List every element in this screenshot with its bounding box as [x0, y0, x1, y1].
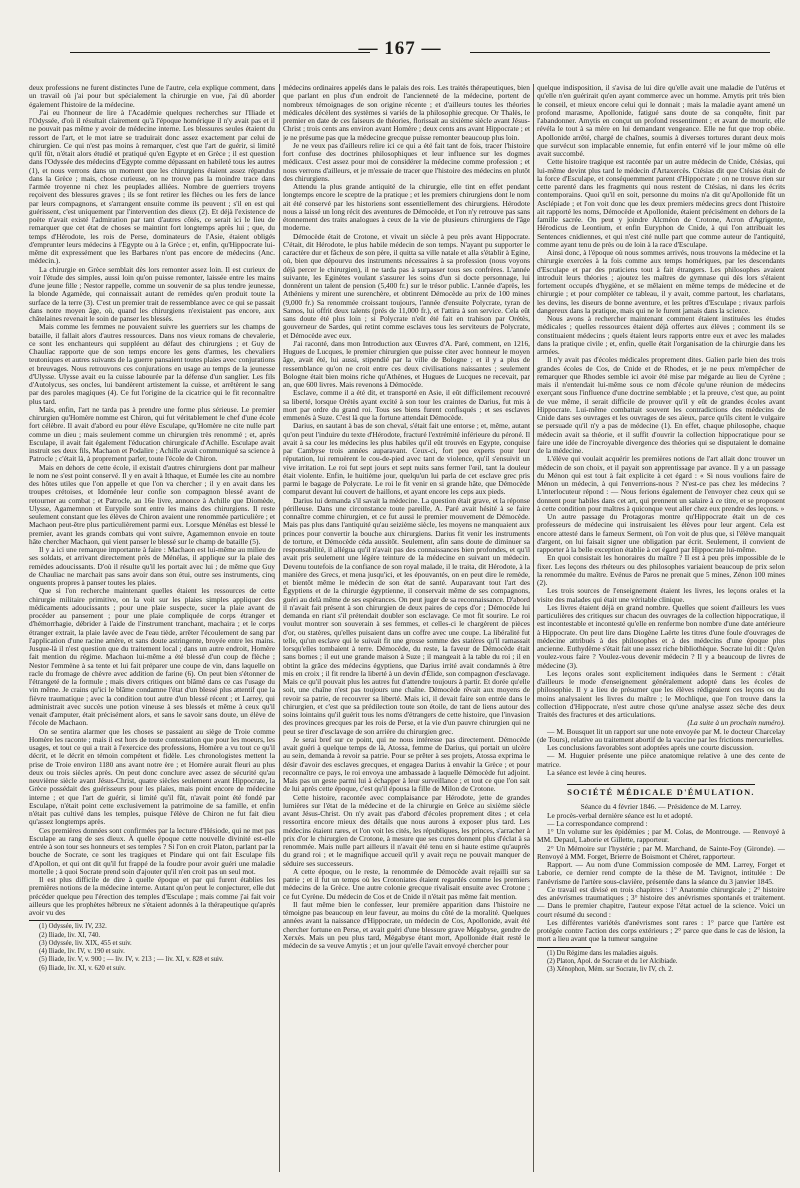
page-number: — 167 — [358, 38, 442, 59]
paragraph: La séance est levée à cinq heures. [547, 767, 647, 777]
paragraph: J'ai eu l'honneur de lire à l'Académie quelques recherches sur l'Iliade et l'Odyssée, d'où il résultait clairement qu'à l'époque homérique il n'y avait pas et il ne pouvait pas même y avoir de médecine interne. Les blessures seules étaient du ressort de l'art, et le mot iatre se traduirait donc assez exactement par celui de chirurgien. Ce qui n'est pas moins à remarquer, c'est que l'art de guérir, si limité qu'il fût, n'était alors étudié et pratiqué qu'en Egypte et en Grèce ; il est question dans l'Odyssée des médecins d'Egypte comme dépassant en habileté tous les autres (1), et nous verrons dans un moment que les chirurgiens étaient assez répandus dans la Grèce ; mais, chose curieuse, on ne trouve pas la moindre trace dans l'armée troyenne ni chez les peuplades alliées. Nombre de guerriers troyens reçoivent des blessures graves ; ils se font retirer les flèches ou les fers de lance par leurs compagnons, et s'arrangent ensuite comme ils peuvent ; s'il en est qui guérissent, c'est uniquement par l'intervention des dieux (2). Et déjà l'existence de poète n'avait existé l'admiration par tant d'autres côtés, ce serait ici le lieu de remarquer que cet état de choses se maintint fort longtemps après lui ; que, du temps d'Hérodote, les rois de Perse, dominateurs de l'Asie, étaient obligés d'emprunter leurs médecins à l'Egypte ou à la Grèce ; et, enfin, qu'Hippocrate lui-même dit expressément que les Barbares n'ont pas encore de médecins (Anc. médecin.). [29, 107, 275, 266]
footnote: (2) Iliade, liv. XI, 740. [39, 931, 101, 939]
paragraph: quelque indisposition, il s'avisa de lui dire qu'elle avait une maladie de l'utérus et qu'elle n'en guérirait qu'en ayant commerce avec un homme. Amytis prit très bien le conseil, et mieux encore celui qui le donnait ; mais la maladie ayant amené un profond marasme, Apollonide, fatigué sans doute de sa conquête, finit par l'abandonner. Amytis en conçut un profond ressentiment ; et avant de mourir, elle révéla le tout à sa mère en lui demandant vengeance. Elle ne fut que trop obéie. Apollonide arrêté, chargé de chaînes, soumis à diverses tortures durant deux mois que survécut son implacable ennemie, fut enfin enterré vif le jour même où elle avait succombé. [537, 84, 785, 158]
paragraph: Les trois sources de l'enseignement étaient les livres, les leçons orales et la visite des malades qui était une véritable clinique. [537, 586, 785, 604]
paragraph: — M. Bousquet lit un rapport sur une note envoyée par M. le docteur Charcelay (de Tours), relative au traitement abortif de la vaccine par les frictions mercurielles. [537, 726, 785, 744]
paragraph: Rapport. — Au nom d'une Commission composée de MM. Larrey, Forget et Laborie, ce dernier rend compte de la thèse de M. Tavignot, intitulée : De l'anévrisme de l'artère sous-clavière, présentée dans la séance du 3 janvier 1845. [537, 860, 785, 886]
paragraph: 2° Un Mémoire sur l'hystérie ; par M. Marchand, de Sainte-Foy (Gironde). — Renvoyé à MM. Forget, Brierre de Boismont et Chéret, rapporteur. [537, 843, 785, 861]
paragraph: J'ai raconté, dans mon Introduction aux Œuvres d'A. Paré, comment, en 1216, Hugues de Lucques, le premier chirurgien que puisse citer avec honneur le moyen âge, avait été, lui aussi, stipendié par la ville de Bologne ; et il y a plus de ressemblance qu'on ne croit entre ces deux civilisations naissantes ; seulement Bologne était bien moins riche qu'Athènes, et Hugues de Lucques ne recevait, par an, que 600 livres. Mais revenons à Démocède. [283, 338, 530, 389]
paragraph: Darius, en sautant à bas de son cheval, s'était fait une entorse ; et, même, autant qu'on peut l'induire du texte d'Hérodote, fracturé l'extrémité inférieure du péroné. Il avait à sa cour les médecins les plus habiles qu'il eût trouvés en Egypte, conquise par Cambyse trois années auparavant. Ceux-ci, fort peu experts pour leur réputation, lui remuèrent le cou-de-pied avec tant de violence, qu'il s'ensuivit un vive irritation. Le roi fut sept jours et sept nuits sans fermer l'œil, tant la douleur était violente. Enfin, le huitième jour, quelqu'un lui parla de cet esclave grec pris parmi le bagage de Polycrate. Le roi le fit venir en si grande hâte, que Démocède comparut devant lui couvert de haillons, et ayant encore les ceps aux pieds. [283, 421, 530, 497]
footnote: (3) Xénophon, Mém. sur Socrate, liv IV, ch. 2. [547, 966, 674, 974]
paragraph: deux professions ne furent distinctes l'une de l'autre, cela explique comment, dans un travail où j'ai pour but spécialement la chirurgie en vue, j'ai dû aborder également l'histoire de la médecine. [29, 84, 275, 109]
paragraph: Il est plus difficile de dire à quelle époque et par qui furent établies les premières notions de la médecine interne. Autant qu'on peut le conjecturer, elle dut précéder quelque peu l'érection des temples d'Esculape ; mais comme j'ai fait voir ailleurs que les prophètes hébreux ne s'étaient adonnés à la thérapeutique qu'après avoir vu des [29, 875, 275, 917]
paragraph: Il y a ici une remarque importante à faire : Machaon est lui-même au milieu de ses soldats, et arrivant directement près de Ménélas, il applique sur la plaie des remèdes adoucissants. D'où il résulte qu'il les portait avec lui ; de même que Guy de Chauliac ne marchait pas sans avoir dans son étui, outre ses instruments, cinq onguents propres à panser toutes les plaies. [29, 545, 275, 587]
footnote: (4) Iliade, liv. IV, v. 190 et suiv. [39, 948, 125, 956]
paragraph: — La correspondance comprend : [547, 818, 648, 828]
paragraph: Démocède était de Crotone, et vivait un siècle à peu près avant Hippocrate. C'était, dit Hérodote, le plus habile médecin de son temps. N'ayant pu supporter le caractère dur et fâcheux de son père, il quitta sa ville natale et alla s'établir à Egine, où, bien que dépourvu des instruments nécessaires à sa profession (nous voyons déjà percer le chirurgien), il ne tarda pas à surpasser tous ses confrères. L'année suivante, les Eginètes voulant s'assurer les soins d'un si docte personnage, lui donnèrent un talent de pension (5,400 fr.) sur le trésor public. L'année d'après, les Athéniens y mirent une surenchère, et obtinrent Démocède au prix de 100 mines (9,000 fr.) Sa renommée croissant toujours, l'année d'ensuite Polycrate, tyran de Samos, lui offrit deux talents (prés de 11,000 fr.), et l'attira à son service. Cela eût sans doute été plus loin ; si Polycrate n'eût été fait en trahison par Orétès, gouverneur de Sardes, qui retint comme esclaves tous les serviteurs de Polycrate, et Démocède avec eux. [283, 231, 530, 340]
paragraph: Le procès-verbal dernière séance est lu et adopté. [547, 810, 693, 820]
column-right [537, 84, 785, 1174]
column-middle [283, 84, 530, 1174]
paragraph: Ce travail est divisé en trois chapitres : 1° Anatomie chirurgicale ; 2° histoire des anévrismes traumatiques ; 3° histoire des anévrismes spontanés et traitement. — Dans le premier chapitre, l'auteur expose l'état actuel de la science. Voici un court résumé du second : [537, 884, 785, 919]
paragraph: Cette histoire, racontée avec complaisance par Hérodote, jette de grandes lumières sur l'état de la médecine et de la chirurgie en Grèce au sixième siècle avant Jésus-Christ. On n'y avait pas d'abord d'écoles proprement dites ; et cela ressortira encore mieux des détails que nous aurons à exposer plus tard. Les médecins étaient rares, et l'on voit les cités, les républiques, les princes, s'arracher à prix d'or le chirurgien de Crotone, à mesure que ses cures donnent plus d'éclat à sa renommée. Mais nulle part ailleurs il n'avait été tenu en si haute estime qu'auprès du grand roi ; et le magnifique accueil qu'il y avait reçu ne pouvait manquer de séduire ses successeurs. [283, 792, 530, 868]
paragraph: Ces premières données sont confirmées par la lecture d'Hésiode, qui ne met pas Esculape au rang de ses dieux. À quelle époque cette nouvelle divinité est-elle entrée à son tour ses honneurs et ses temples ? Si l'on en croit Platon, parlant par la bouche de Socrate, ce sont les tragiques et Pindare qui ont fait Esculape fils d'Apollon, et qui ont dit qu'il fut frappé de la foudre pour avoir guéri une maladie mortelle ; à quoi Socrate prend soin d'ajouter qu'il n'en croit pas un seul mot. [29, 825, 275, 876]
paragraph: Les conclusions favorables sont adoptées après une courte discussion. [547, 743, 754, 752]
paragraph: Esclave, comme il a été dit, et transporté en Asie, il eût difficilement recouvré sa liberté, lorsque Orétès ayant excité à son tour les craintes de Darius, fut mis à mort par ordre du grand roi. Tous ses biens furent confisqués ; et ses esclaves emmenés à Suze. C'est là que la fortune attendait Démocède. [283, 388, 530, 422]
paragraph: En quoi consistait les honoraires du maître ? Il est à peu près impossible de le fixer. Les leçons des rhéteurs ou des philosophes variaient beaucoup de prix selon la renommée du maître. Evénus de Paros ne prenait que 5 mines, Zénon 100 mines (2). [537, 553, 785, 587]
paragraph: Les différentes variétés d'anévrismes sont rares : 1° parce que l'artère est protégée contre l'action des corps extérieurs ; 2° parce que dans le cas de lésion, la mort a lieu avant que la tumeur sanguine [537, 917, 785, 944]
paragraph: Les leçons orales sont explicitement indiquées dans le Serment : c'était d'ailleurs le mode d'enseignement généralement adopté dans les écoles de philosophie. Il y a lieu de présumer que les élèves rédigeaient ces leçons ou du moins analysaient les livres du maître ; le Mochlique, que l'on trouve dans la collection d'Hippocrate, n'est autre chose qu'une analyse assez sèche des deux Traités des fractures et des articulations. [537, 668, 785, 719]
paragraph: L'élève qui voulait acquérir les premières notions de l'art allait donc trouver un médecin de son choix, et il payait son apprentissage par avance. Il y a un passage du Ménon qui est tout à fait explicite à cet égard : « Si nous voulions faire de Ménon un médecin, à qui l'enverrions-nous ? N'est-ce pas chez les médecins ? L'interlocuteur répond : — Nous ferions également de l'envoyer chez ceux qui se donnent pour habiles dans cet art, qui prennent un salaire à ce titre, et se proposent à cette condition pour maîtres à quiconque veut aller chez eux prendre des leçons. » [537, 454, 785, 513]
column-divider [279, 84, 280, 1172]
page-header [18, 38, 782, 68]
section-rule [567, 784, 755, 785]
paragraph: Ainsi donc, à l'époque où nous sommes arrivés, nous trouvons la médecine et la chirurgie exercées à la fois comme aux temps homériques, par les descendants d'Esculape et par des praticiens tout à fait étrangers. Les philosophes avaient introduit leurs théories ; ajoutez les maîtres de gymnase qui dès lors s'étaient fortement occupés d'hygiène, et se mêlaient en même temps de médecine et de chirurgie ; et pour compléter ce tableau, il y avait, comme partout, les charlatans, les devins, les diseurs de bonne aventure, et les prêtres d'Esculape ; rivaux parfois dangereux dans la pratique, mais qui ne le furent jamais dans la science. [537, 248, 785, 315]
paragraph: Je ne veux pas d'ailleurs relire ici ce qui a été fait tant de fois, tracer l'histoire fort confuse des doctrines philosophiques et leur influence sur les dogmes médicaux. C'est assez pour moi de considérer la médecine comme profession ; et nous verrons d'ailleurs, et je m'essaie de tracer que l'histoire des médecins en plutôt des chirurgiens. [283, 140, 530, 183]
footnote: (6) Iliade, liv. XI, v. 620 et suiv. [39, 964, 126, 972]
session-heading: Séance du 4 février 1846. — Présidence de M. Larrey. [580, 802, 742, 812]
column-left [29, 84, 275, 1174]
paragraph: Il faut même bien le confesser, leur première apparition dans l'histoire ne témoigne pas beaucoup en leur faveur, au moins du côté de la moralité. Quelques années avant la naissance d'Hippocrate, un médecin de Cos, Apollonide, avait été chercher fortune en Perse, et avait guéri d'une blessure grave Mégabyse, gendre de Xerxès. Mais un peu plus tard, Mégabyse étant mort, Apollonide était resté le médecin de sa veuve Amytis ; et un jour qu'elle l'avait envoyé chercher pour [283, 899, 530, 950]
paragraph: Cette histoire tragique est racontée par un autre médecin de Cnide, Ctésias, qui lui-même devint plus tard le médecin d'Artaxercès. Ctésias dit que Ctésias était de la force d'Esculape, et conséquemment parent d'Hippocrate ; on ne trouve rien sur cette parenté dans les fragments qui nous restent de Ctésias, ni dans les écrits contemporains. Quoi qu'il en soit, personne du moins n'a dit qu'Apollonide fût un Asclépiade ; et l'on voit donc que les deux premiers médecins grecs dont l'histoire ait rapporté les noms, Démocède et Apollonide, étaient précisément en dehors de la famille sacrée. On peut y joindre Alcméon de Crotone, Acron d'Agrigente, Hérodicus de Leontium, et enfin Euryphon de Cnide, à qui l'on attribuait les Sentences cnidiennes, et qui n'est cité nulle part que comme auteur de l'antiquité, comme ayant tenu de près ou de loin à la race d'Esculape. [537, 157, 785, 249]
section-title: SOCIÉTÉ MÉDICALE D'ÉMULATION. [567, 788, 755, 797]
paragraph: Mais, enfin, l'art ne tarda pas à prendre une forme plus sérieuse. Le premier chirurgien qu'Homère nomme est Chiron, qui fut véritablement le chef d'une école fort célèbre. Il avait d'abord eu pour élève Esculape, qu'Homère ne cite nulle part comme un dieu ; mais seulement comme un chirurgien très renommé ; et, après Esculape, il avait fait également l'éducation chirurgicale d'Achille. Esculape avait instruit ses deux fils, Machaon et Podalire ; Achille avait communiqué sa science à Patrocle ; c'était là, à proprement parler, toute l'école de Chiron. [29, 404, 275, 464]
footnote: (3) Odyssée, liv. XIX, 455 et suiv. [39, 939, 132, 947]
paragraph: A cette époque, ou le reste, la renommée de Démocède avait rejailli sur sa patrie ; et il fut un temps où les Crotoniates étaient regardés comme les premiers médecins de la Grèce. Une autre colonie grecque rivalisait ensuite avec Crotone ; ce fut Cyrène. Du médecin de Cos et de Cnide il n'était pas même fait mention. [283, 866, 530, 901]
paragraph: — M. Huguier présente une pièce anatomique relative à une des cente de matrice. [537, 751, 785, 769]
header-rule-right [470, 52, 770, 53]
paragraph: Attendu la plus grande antiquité de la chirurgie, elle tint en effet pendant longtemps encore le sceptre de la pratique ; et les premiers chirurgiens dont le nom ait été conservé par les historiens sont essentiellement des chirurgiens. Hérodote nous a laissé un long récit des aventures de Démocède, et l'on n'y retrouve pas sans étonnement des traits analogues à ceux de la vie de plusieurs chirurgiens de l'âge moderne. [283, 182, 530, 233]
paragraph: 1° Un volume sur les épidémies ; par M. Colas, de Montrouge. — Renvoyé à MM. Depaul, Laborie et Gillette, rapporteur. [537, 827, 785, 845]
footnote: (2) Platon, Apol. de Socrate et du 1er Alcibiade. [547, 957, 678, 965]
footnote: (1) Odyssée, liv. IV, 232. [39, 923, 107, 931]
paragraph: Que si l'on recherche maintenant quelles étaient les ressources de cette chirurgie militaire primitive, on la voit sur les plaies simples appliquer des médicaments adoucissants ; pour une plaie suspecte, sucer la plaie avant de procéder au pansement ; pour une plaie compliquée de corps étranger et d'hémorrhagie, débrider à l'aide de l'instrument tranchant, machaira ; et le corps étranger extrait, la plaie lavée avec de l'eau tiède, arrêter l'écoulement de sang par l'application d'une racine amère, et sans doute astringente, broyée entre les mains. Jusque-là il n'est question que du traitement local ; dans un autre endroit, Homère fait mention du régime. Machaon lui-même a été blessé d'un coup de flèche ; Nestor l'emmène à sa tente et lui fait préparer une coupe de vin, dans laquelle on racle du fromage de chèvre avec addition de farine (6). On peut bien s'étonner de l'étrangeté de la formule ; mais divers critiques ont blâmé dans ce cas l'usage du vin même. Je crains qu'ici le blâme condamne l'état d'un blessé plus attentif que la fièvre traumatique ; avec la condition tout autre d'un blessé récent ; et Larrey, qui administrait avec succès une potion vineuse à ses blessés et même à ceux qu'il venait d'amputer, était précisément alors, et sans le savoir sans doute, un élève de l'école de Machaon. [29, 586, 275, 728]
continued-note: (La suite à un prochain numéro). [687, 718, 785, 728]
paragraph: Nous avons à rechercher maintenant comment étaient instituées les études médicales ; quelles ressources étaient déjà offertes aux élèves ; comment ils se constituaient médecins ; quels étaient leurs rapports entre eux et avec les malades dans la pratique civile ; et, enfin, quelle était l'organisation de la chirurgie dans les armées. [537, 314, 785, 356]
footnote: (5) Iliade, liv. V, v. 900 ; — liv. IV, v. 213 ; — liv. XI, v. 828 et suiv. [39, 956, 224, 964]
section-rule [627, 798, 695, 799]
paragraph: Mais en dehors de cette école, il existait d'autres chirurgiens dont par malheur le nom ne s'est point conservé. Il y en avait à Ithaque, et Eumée les cite au nombre des hôtes utiles que l'on appelle et que l'on va chercher ; il y en avait dans les troupes crétoises, et Idoménée leur confie son compagnon blessé avant de retourner au combat ; et Patrocle, au 16e livre, annonce à Achille que Diomède, Ulysse, Agamemnon et Eurypile sont entre les mains des chirurgiens. Il reste seulement constant que les élèves de Chiron avaient une renommée particulière ; et Machaon peut-être plus particulièrement parmi eux. Lorsque Ménélas est blessé le premier, avant les grands combats qui vont suivre, Agamemnon envoie en toute hâte chercher Machaon, qui vient panser le blessé sur le champ de bataille (5). [29, 462, 275, 546]
paragraph: Les livres étaient déjà en grand nombre. Quelles que soient d'ailleurs les vues particulières des critiques sur chacun des ouvrages de la collection hippocratique, il est incontestable et incontesté qu'elle en renferme bon nombre d'une date antérieure à Hippocrate. On peut lire dans Diogène Laërte les titres d'une foule d'ouvrages de médecine attribués à des philosophes et à des médecins d'une époque plus ancienne. Euthydème s'était fait une assez riche bibliothèque. Socrate lui dit : Qu'en voulez-vous faire ? Voulez-vous devenir médecin ? Il y a beaucoup de livres de médecine (3). [537, 602, 785, 670]
paragraph: médecins ordinaires appelés dans le palais des rois. Les traités thérapeutiques, bien que parlant en plus d'un endroit de l'ancienneté de la médecine, portent de nombreux témoignages de son origine récente ; et d'ailleurs toutes les théories médicales décèlent des systèmes si variés de la philosophie grecque. Or Thalès, le premier en date de ces faiseurs de théories, florissait au sixième siècle avant Jésus-Christ ; trois cents ans environ avant Homère ; deux cents ans avant Hippocrate ; et je ne présume pas que la médecine grecque puisse remonter beaucoup plus loin. [283, 84, 530, 142]
paragraph: Je serai bref sur ce point, qui ne nous intéresse pas directement. Démocède avait guéri à quelque temps de là, Atossa, femme de Darius, qui portait un ulcère au sein, demanda à revoir sa patrie. Pour se prêter à ses projets, Atossa exprima le désir d'avoir des esclaves grecques, et engagea Darius à envahir la Grèce ; et pour reconnaître ce pays, le roi envoya une ambassade à laquelle Démocède fut adjoint. Mais pas un geste parmi lui à échapper à leur surveillance ; et tout ce que l'on sait de lui après cette époque, c'est qu'il épousa la fille de Milon de Crotone. [283, 734, 530, 794]
column-divider [533, 84, 534, 1172]
paragraph: On se sentira alarmer que les choses se passaient au siège de Troie comme Homère les raconte ; mais il est hors de toute contestation que pour les moeurs, les usages, et tout ce qui a trait à l'exercice des professions, Homère a vu tout ce qu'il décrit, et le décrit en témoin compétent et fidèle. Les chronologistes mettent la prise de Troie environ 1180 ans avant notre ère ; et Homère aurait fleuri au plus deux ou trois siècles après. On peut donc conclure avec assez de sécurité qu'au neuvième siècle avant Jésus-Christ, quatre siècles seulement avant Hippocrate, la Grèce possédait des guérisseurs pour les plaies, mais point encore de médecine interne ; et que l'art de guérir, si limité qu'il fût, n'avait point été fondé par Esculape, n'était point cette exclusivement la patrimoine de sa famille, et enfin n'était pas cultivé dans les temples, puisque l'élève de Chiron ne fut fait dieu qu'assez longtemps après. [29, 726, 275, 827]
paragraph: Il n'y avait pas d'écoles médicales proprement dites. Galien parle bien des trois grandes écoles de Cos, de Cnide et de Rhodes, et je ne peux m'empêcher de remarquer que Rhodes semble ici avoir été mise par mégarde au lieu de Cyrène ; mais il n'entendait lui-même sous ce nom d'école qu'une réunion de médecins exerçant sous l'influence d'une doctrine semblable ; et la preuve, c'est que, au point de vue même, il serait difficile de prouver qu'il y eût de grandes écoles avant Hippocrate. Lui-même combattait souvent les contradictions des médecins de Cnide dans ses ouvrages et les ouvrages de ses aïeux, parce qu'ils citent le vulgaire se persuade qu'il n'y a pas de médecine (1). En effet, chaque philosophe, chaque médecin avait sa théorie, et il suffit d'ouvrir la collection hippocratique pour se faire une idée de l'incroyable divergence des théories qui se disputaient le domaine de la médecine. [537, 355, 785, 455]
paragraph: Darius lui demanda s'il savait la médecine. La question était grave, et la réponse périlleuse. Dans une circonstance toute pareille, A. Paré avait hésité à se faire connaître comme chirurgien, et ce fut aussi le premier mouvement de Démocède. Mais pas plus dans l'antiquité qu'au seizième siècle, les moyens ne manquaient aux princes pour convertir la bouche aux chirurgiens. Darius fit venir les instruments de torture, et Démocède céda aussitôt. Seulement, afin sans doute de diminuer sa responsabilité, il allégua qu'il n'avait pas des connaissances bien profondes, et qu'il avait pris seulement une légère teinture de la médecine en suivant un médecin. Devenu toutefois de la confiance de son royal malade, il le traita, dit Hérodote, à la manière des Grecs, et mena jusqu'ici, et les épouvantés, on en peut dire le remède, et bientôt même le médecin de son état de santé. Auparavant tout l'art des Égyptiens et de la chirurgie égyptienne, il conservait même de ses compagnons, guéri au delà même de ses espérances. On peut juger de sa reconnaissance. D'abord il n'avait fait présent à son chirurgien de deux paires de ceps d'or ; Démocède lui demanda en riant s'il prétendait doubler son esclavage. Ce mot fit sourire. Le roi voulut montrer son souverain à ses femmes, et celles-ci le chargèrent de pièces d'or, ou statères, qu'elles puisaient dans un coffre avec une coupe. La libéralité fut telle, qu'un esclave qui le suivait fit une grosse somme des statères qu'il ramassait lorsqu'elles tombaient à terre. Démocède, du reste, la faveur de Démocède était sans bornes ; il eut une grande maison à Suze ; il mangeait à la table du roi ; il en obtint la grâce des médecins égyptiens, que Darius irrité avait condamnés à être mis en croix ; il fit rendre la liberté à un devin d'Élide, son compagnon d'esclavage. Mais ce qu'il pouvait plus les autres fut d'attendre toujours à partir. Et dorée qu'elle soit, une chaîne n'est pas toujours une chaîne. Démocède rêvait aux moyens de revoir sa patrie, de recouvrer sa liberté. Mais ici, il devait faire son entrée dans le chirurgien, et c'est que sa prédilection toute son étoile, de tant de liens autour des soins lointains qu'il guérit tous les noms d'étrangers de cette histoire, que l'invasion des provinces grecques par les rois de Perse, et la vie d'un pauvre chirurgien qui ne peut se tirer d'esclavage de son arrière du chirurgien grec. [283, 495, 530, 736]
footnote-rule [537, 947, 591, 948]
footnote: (1) Du Régime dans les maladies aiguës. [547, 949, 658, 957]
footnote-rule [29, 920, 83, 921]
paragraph: La chirurgie en Grèce semblait dès lors remonter assez loin. Il est curieux de voir l'étude des simples, aussi loin qu'on puisse remonter, laissée entre les mains d'une jeune fille ; Nestor rappelle, comme un souvenir de sa plus tendre jeunesse, la blonde Agamède, qui connaissait autant de remèdes qu'en produit toute la surface de la terre (3). C'est un premier trait de ressemblance avec ce qui se passait dans notre moyen âge, où, quand les chirurgiens n'existaient pas encore, aux châtelaines revenait le soin de panser les blessés. [29, 264, 275, 323]
paragraph: Mais comme les femmes ne pouvaient suivre les guerriers sur les champs de bataille, il fallait alors d'autres ressources. Dans nos vieux romans de chevalerie, ce sont les enchanteurs qui suppléent au défaut des chirurgiens ; et Guy de Chauliac rapporte que de son temps encore les gens d'armes, les chevaliers teutoniques et autres suivants de la guerre pansaient toutes plaies avec conjurations et breuvages. Nous retrouvons ces conjurations en usage au temps de la jeunesse d'Ulysse. Ulysse avait eu la cuisse labourée par la défense d'un sanglier. Les fils d'Autolycus, ses oncles, lui bandèrent artistement la cuisse, et arrêtèrent le sang par des paroles magiques (4). Ce fut l'origine de la cicatrice qui le fit reconnaître plus tard. [29, 322, 275, 406]
paragraph: Un autre passage du Protagoras montre qu'Hippocrate était un de ces professeurs de médecine qui instruisaient les élèves pour leur argent. Cela est encore attesté dans le fameux Serment, où l'on voit de plus que, si l'élève manquait d'argent, on lui faisait signer une obligation par écrit. Seulement, il convient de rapporter à la belle exception établie à cet égard par Hippocrate lui-même. [537, 512, 785, 554]
